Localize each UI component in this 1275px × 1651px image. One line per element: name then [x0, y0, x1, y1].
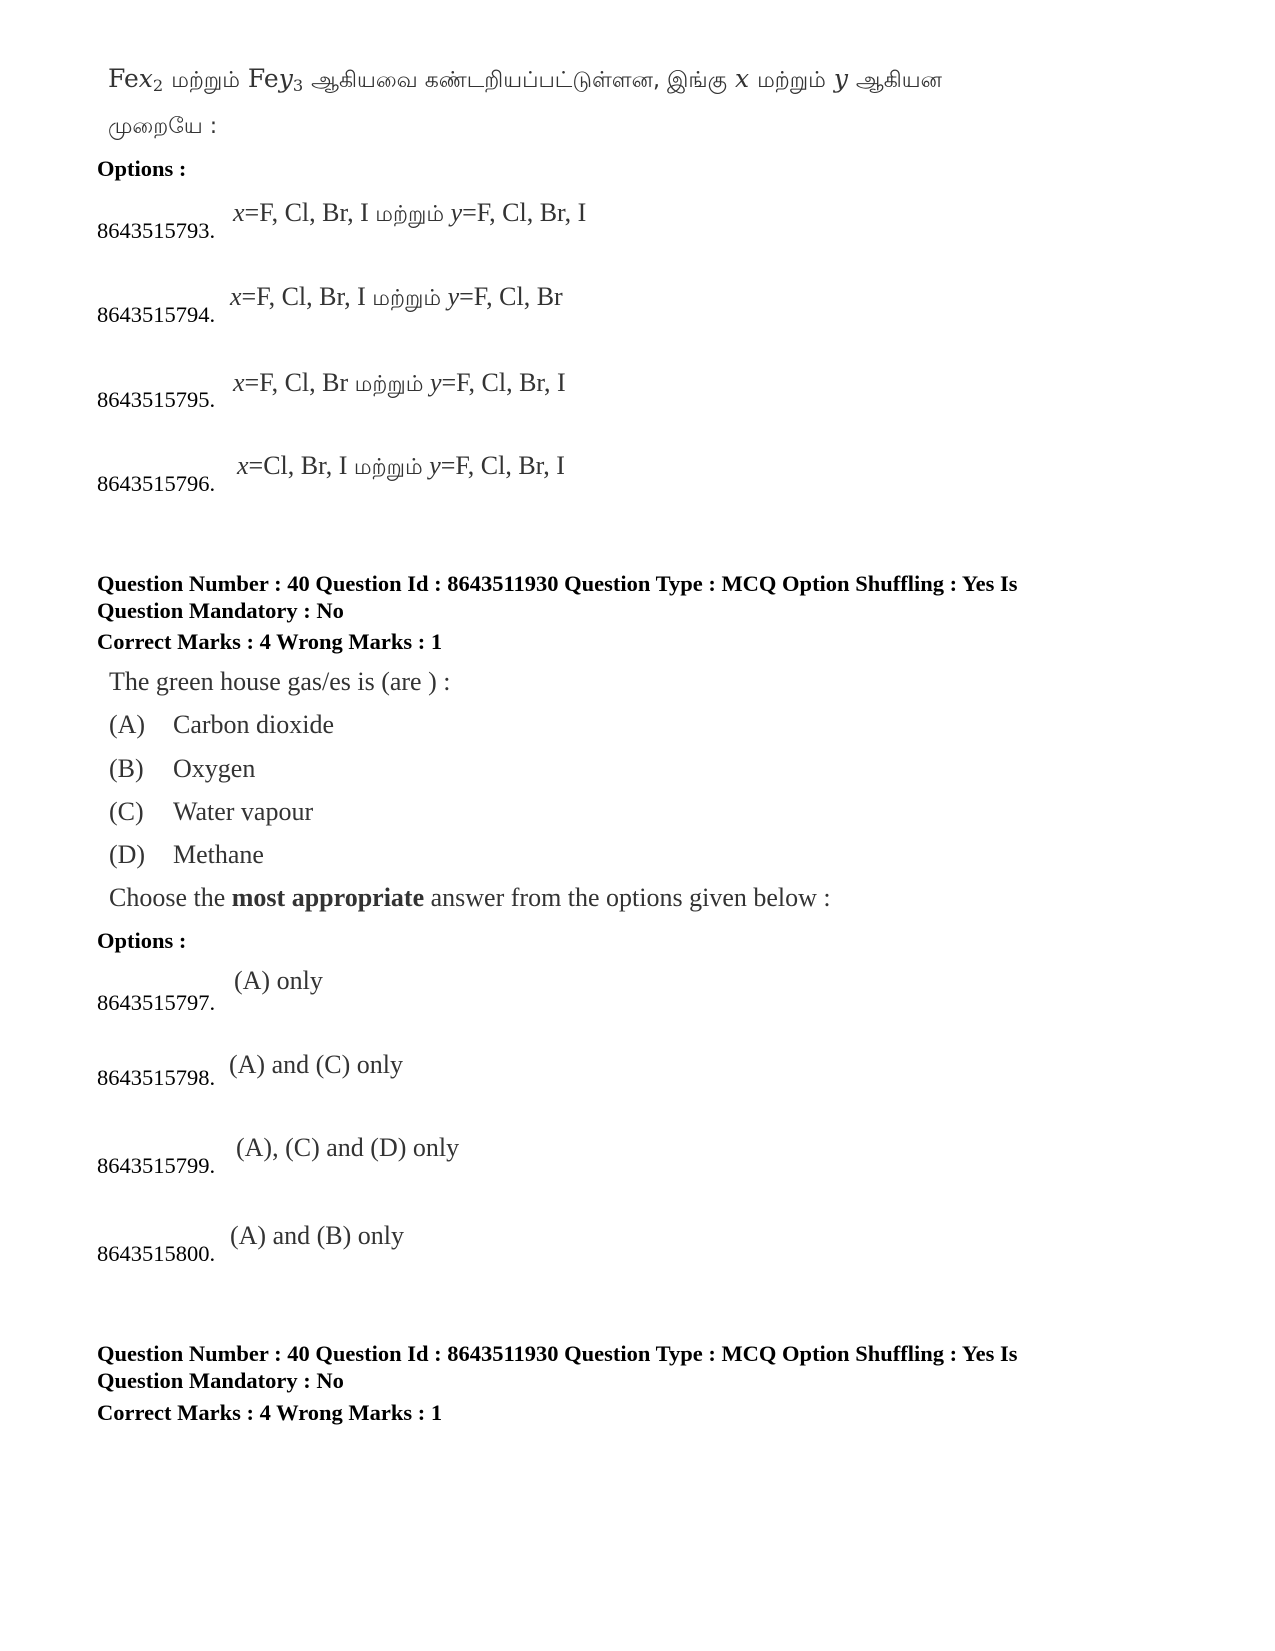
- option-text: x=Cl, Br, I மற்றும் y=F, Cl, Br, I: [237, 451, 565, 480]
- options-label: Options :: [97, 156, 187, 181]
- question-39-stem-line2: முறையே :: [108, 114, 218, 139]
- question-40-instruction: Choose the most appropriate answer from the options given below :: [109, 883, 831, 912]
- option-text: x=F, Cl, Br, I மற்றும் y=F, Cl, Br: [230, 282, 563, 311]
- question-40-repeat-meta-line2: Question Mandatory : No: [97, 1368, 344, 1393]
- option-id: 8643515796.: [97, 471, 216, 496]
- question-40-stem: The green house gas/es is (are ) :: [109, 667, 451, 696]
- question-40-meta-line1: Question Number : 40 Question Id : 8643511930 Question Type : MCQ Option Shuffling : Yes Is: [97, 571, 1018, 596]
- option-id: 8643515797.: [97, 990, 216, 1015]
- stem-item: (B) Oxygen: [109, 754, 256, 783]
- option-id: 8643515794.: [97, 302, 216, 327]
- option-text: (A), (C) and (D) only: [236, 1133, 460, 1162]
- option-text: x=F, Cl, Br மற்றும் y=F, Cl, Br, I: [233, 368, 566, 397]
- option-id: 8643515795.: [97, 387, 216, 412]
- option-id: 8643515799.: [97, 1153, 216, 1178]
- question-40-marks: Correct Marks : 4 Wrong Marks : 1: [97, 629, 443, 654]
- option-id: 8643515800.: [97, 1241, 216, 1266]
- options-label: Options :: [97, 928, 187, 953]
- question-40-meta-line2: Question Mandatory : No: [97, 598, 344, 623]
- question-40-repeat-marks: Correct Marks : 4 Wrong Marks : 1: [97, 1400, 443, 1425]
- stem-item: (A) Carbon dioxide: [109, 710, 335, 739]
- option-text: x=F, Cl, Br, I மற்றும் y=F, Cl, Br, I: [233, 198, 587, 227]
- stem-item: (C) Water vapour: [109, 797, 314, 826]
- option-id: 8643515798.: [97, 1065, 216, 1090]
- option-id: 8643515793.: [97, 218, 216, 243]
- option-text: (A) only: [234, 966, 323, 995]
- stem-item: (D) Methane: [109, 840, 264, 869]
- question-39-stem-line1: Fex$_2$ மற்றும் Fey$_3$ ஆகியவை கண்டறியப்பட்டுள்ளன, இங்கு x மற்றும் y ஆகியன: [108, 64, 942, 96]
- option-text: (A) and (B) only: [230, 1221, 405, 1250]
- question-40-repeat-meta-line1: Question Number : 40 Question Id : 8643511930 Question Type : MCQ Option Shuffling : Yes Is: [97, 1341, 1018, 1366]
- option-text: (A) and (C) only: [229, 1050, 404, 1079]
